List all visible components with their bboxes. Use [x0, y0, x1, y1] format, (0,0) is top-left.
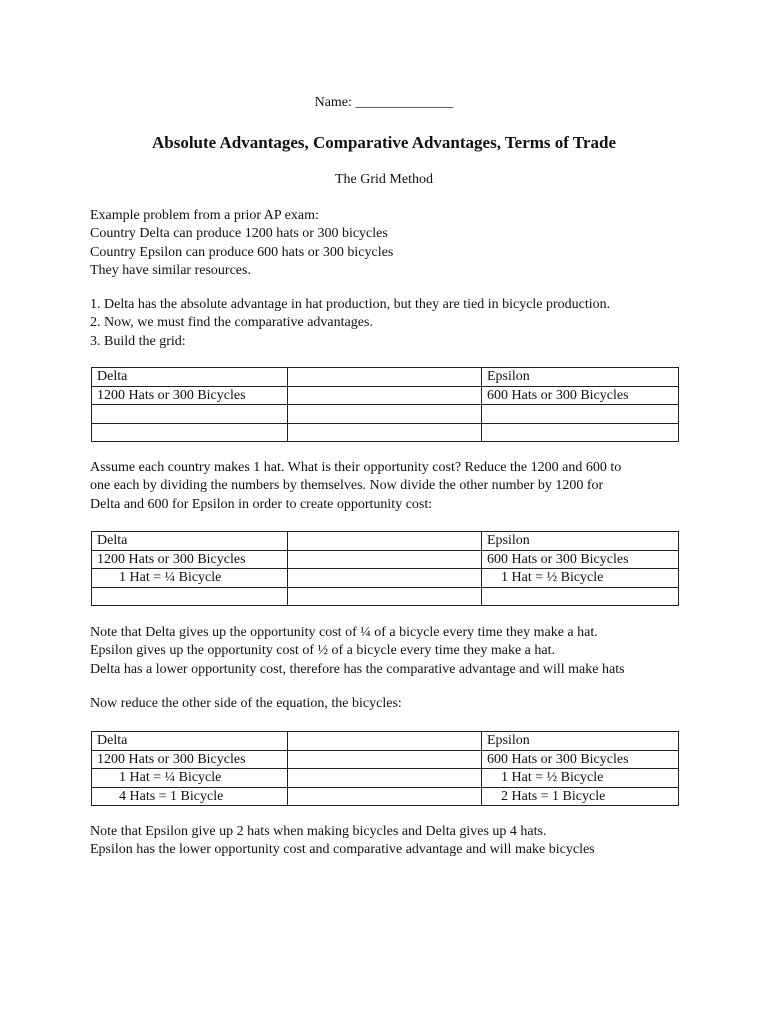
- paragraph-line: Now reduce the other side of the equation, the bicycles:: [90, 696, 402, 711]
- table-row: [92, 532, 679, 551]
- table-cell: 1200 Hats or 300 Bicycles: [92, 550, 288, 569]
- paragraph-line: Note that Epsilon give up 2 hats when making bicycles and Delta gives up 4 hats.: [90, 824, 547, 839]
- table-cell: [92, 587, 288, 606]
- table-cell: 1200 Hats or 300 Bicycles: [92, 386, 288, 405]
- table-cell: Delta: [92, 532, 288, 551]
- table-row: [92, 787, 679, 806]
- explanation-paragraph-1: [90, 459, 690, 514]
- table-cell: Delta: [92, 732, 288, 751]
- table-cell: 600 Hats or 300 Bicycles: [482, 386, 679, 405]
- table-cell: [288, 386, 482, 405]
- table-cell: [288, 550, 482, 569]
- table-cell: 1 Hat = ½ Bicycle: [482, 569, 679, 588]
- table-row: [92, 368, 679, 387]
- table-cell: Delta: [92, 368, 288, 387]
- steps-list: [90, 296, 690, 351]
- step-item: 2. Now, we must find the comparative advantages.: [90, 315, 373, 331]
- step-item: 3. Build the grid:: [90, 333, 186, 349]
- grid-table-3: [91, 731, 679, 806]
- intro-line: Country Delta can produce 1200 hats or 300 bicycles: [90, 226, 388, 242]
- table-cell: 1 Hat = ¼ Bicycle: [92, 569, 288, 588]
- table-row: [92, 423, 679, 442]
- step-item: 1. Delta has the absolute advantage in hat production, but they are tied in bicycle production.: [90, 297, 611, 312]
- table-cell: [288, 750, 482, 769]
- table-cell: [288, 423, 482, 442]
- table-cell: [92, 423, 288, 442]
- table-cell: 600 Hats or 300 Bicycles: [482, 550, 679, 569]
- paragraph-line: Epsilon has the lower opportunity cost and comparative advantage and will make bicycles: [90, 842, 595, 858]
- table-cell: 2 Hats = 1 Bicycle: [482, 787, 679, 806]
- table-row: [92, 587, 679, 606]
- page-subtitle: The Grid Method: [335, 172, 433, 187]
- table-row: [92, 769, 679, 788]
- paragraph-line: Assume each country makes 1 hat. What is their opportunity cost? Reduce the 1200 and 600 to: [90, 460, 622, 475]
- table-cell: 1200 Hats or 300 Bicycles: [92, 750, 288, 769]
- table-row: [92, 405, 679, 424]
- table-cell: [288, 569, 482, 588]
- table-cell: 600 Hats or 300 Bicycles: [482, 750, 679, 769]
- intro-line: Example problem from a prior AP exam:: [90, 208, 319, 223]
- explanation-paragraph-2: [90, 624, 690, 679]
- table-row: [92, 750, 679, 769]
- table-cell: [288, 787, 482, 806]
- intro-line: Country Epsilon can produce 600 hats or 300 bicycles: [90, 244, 394, 260]
- table-cell: [482, 423, 679, 442]
- table-cell: [288, 532, 482, 551]
- paragraph-line: Note that Delta gives up the opportunity cost of ¼ of a bicycle every time they make a hat.: [90, 625, 598, 640]
- table-cell: [92, 405, 288, 424]
- table-cell: Epsilon: [482, 532, 679, 551]
- intro-paragraph: [90, 207, 690, 280]
- table-cell: [482, 587, 679, 606]
- paragraph-line: Epsilon gives up the opportunity cost of ½ of a bicycle every time they make a hat.: [90, 643, 555, 659]
- table-cell: [482, 405, 679, 424]
- table-cell: [288, 368, 482, 387]
- paragraph-line: one each by dividing the numbers by themselves. Now divide the other number by 1200 for: [90, 478, 604, 494]
- table-cell: 1 Hat = ½ Bicycle: [482, 769, 679, 788]
- table-cell: 4 Hats = 1 Bicycle: [92, 787, 288, 806]
- paragraph-line: Delta has a lower opportunity cost, therefore has the comparative advantage and will make hats: [90, 661, 625, 677]
- table-row: [92, 550, 679, 569]
- table-cell: [288, 587, 482, 606]
- table-row: [92, 569, 679, 588]
- table-cell: [288, 769, 482, 788]
- page-title: Absolute Advantages, Comparative Advantages, Terms of Trade: [151, 133, 617, 152]
- paragraph-line: Delta and 600 for Epsilon in order to create opportunity cost:: [90, 496, 433, 512]
- grid-table-2: [91, 531, 679, 606]
- name-field-line: Name: ______________: [314, 95, 454, 110]
- table-cell: 1 Hat = ¼ Bicycle: [92, 769, 288, 788]
- table-row: [92, 386, 679, 405]
- table-cell: Epsilon: [482, 368, 679, 387]
- grid-table-1: [91, 367, 679, 442]
- explanation-paragraph-4: [90, 823, 690, 860]
- table-cell: Epsilon: [482, 732, 679, 751]
- explanation-paragraph-3: [90, 695, 690, 713]
- table-cell: [288, 732, 482, 751]
- table-cell: [288, 405, 482, 424]
- intro-line: They have similar resources.: [90, 262, 251, 278]
- table-row: [92, 732, 679, 751]
